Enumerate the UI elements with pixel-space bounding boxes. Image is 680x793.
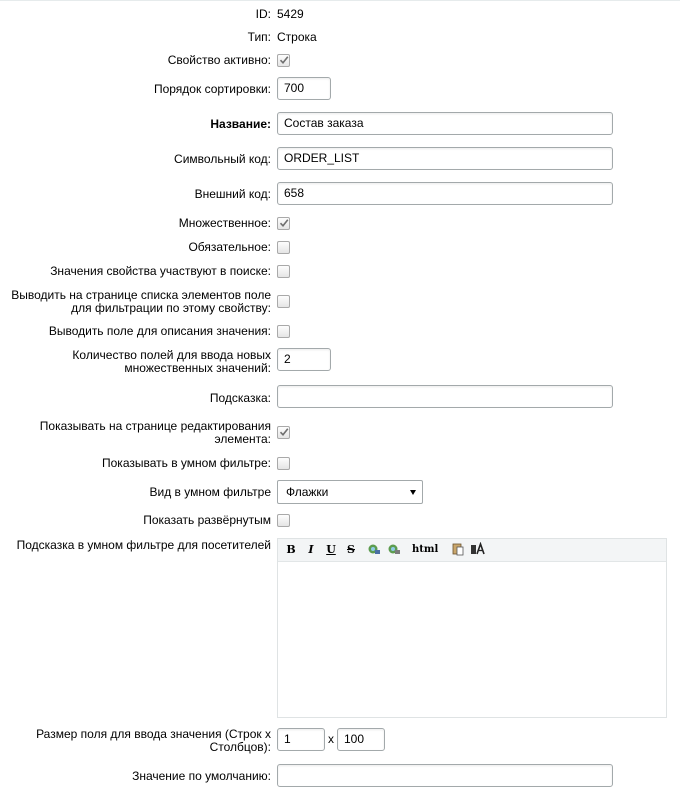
- html-icon[interactable]: html: [412, 544, 439, 555]
- font-icon[interactable]: [470, 542, 486, 558]
- checkmark-icon: [279, 427, 289, 437]
- checkmark-icon: [279, 218, 289, 228]
- xml-id-label: Внешний код:: [194, 187, 271, 201]
- sort-input[interactable]: 700: [277, 77, 331, 100]
- filtrable-label: Выводить на странице списка элементов поле для фильтрации по этому свойству:: [11, 288, 271, 315]
- show-expanded-checkbox[interactable]: [277, 514, 290, 527]
- underline-icon[interactable]: U: [326, 543, 336, 556]
- paste-icon-glyph: [451, 542, 465, 556]
- size-separator: x: [328, 732, 334, 746]
- sort-label: Порядок сортировки:: [153, 82, 271, 96]
- hint-label: Подсказка:: [209, 391, 271, 405]
- smart-filter-label: Показывать в умном фильтре:: [102, 456, 271, 470]
- size-rows-input[interactable]: 1: [277, 728, 325, 751]
- type-label: Тип:: [247, 30, 271, 44]
- unlink-icon-glyph: [387, 542, 401, 556]
- required-label: Обязательное:: [188, 240, 271, 254]
- required-checkbox[interactable]: [277, 241, 290, 254]
- code-input[interactable]: ORDER_LIST: [277, 147, 613, 170]
- id-label: ID:: [255, 7, 271, 21]
- id-value: 5429: [277, 7, 304, 21]
- show-expanded-label: Показать развёрнутым: [143, 513, 271, 527]
- font-icon-glyph: [470, 542, 486, 556]
- multiple-cnt-label: Количество полей для ввода новых множественных значений:: [72, 348, 271, 375]
- dropdown-arrow-icon: [410, 490, 416, 495]
- default-value-label: Значение по умолчанию:: [132, 769, 271, 783]
- active-label: Свойство активно:: [167, 53, 271, 67]
- multiple-label: Множественное:: [178, 216, 271, 230]
- xml-id-input[interactable]: 658: [277, 182, 613, 205]
- smart-filter-view-select[interactable]: [277, 480, 423, 504]
- size-cols-input[interactable]: 100: [337, 728, 385, 751]
- link-icon-glyph: [367, 542, 381, 556]
- bold-icon[interactable]: B: [286, 543, 296, 556]
- smart-filter-view-label: Вид в умном фильтре: [149, 485, 271, 499]
- active-checkbox[interactable]: [277, 54, 290, 67]
- editor-toolbar: [278, 539, 666, 562]
- size-label: Размер поля для ввода значения (Строк x Столбцов):: [36, 727, 271, 754]
- multiple-checkbox[interactable]: [277, 217, 290, 230]
- smart-filter-view-value: Флажки: [286, 485, 329, 499]
- filter-hint-editor: [277, 538, 667, 718]
- italic-icon[interactable]: I: [308, 543, 314, 556]
- paste-icon[interactable]: [450, 542, 466, 558]
- name-input[interactable]: Состав заказа: [277, 112, 613, 135]
- smart-filter-checkbox[interactable]: [277, 457, 290, 470]
- filtrable-checkbox[interactable]: [277, 295, 290, 308]
- code-label: Символьный код:: [174, 152, 271, 166]
- checkmark-icon: [279, 55, 289, 65]
- show-in-edit-label: Показывать на странице редактирования элемента:: [39, 419, 271, 446]
- default-value-input[interactable]: [277, 764, 613, 787]
- with-description-label: Выводить поле для описания значения:: [48, 324, 271, 338]
- name-label: Название:: [210, 117, 271, 131]
- searchable-label: Значения свойства участвуют в поиске:: [50, 264, 271, 278]
- show-in-edit-checkbox[interactable]: [277, 426, 290, 439]
- searchable-checkbox[interactable]: [277, 265, 290, 278]
- unlink-icon[interactable]: [386, 542, 402, 558]
- multiple-cnt-input[interactable]: 2: [277, 348, 331, 371]
- filter-hint-label: Подсказка в умном фильтре для посетителей: [16, 538, 271, 552]
- strike-icon[interactable]: S: [347, 543, 355, 556]
- link-icon[interactable]: [366, 542, 382, 558]
- with-description-checkbox[interactable]: [277, 325, 290, 338]
- type-value: Строка: [277, 30, 317, 44]
- hint-input[interactable]: [277, 385, 613, 408]
